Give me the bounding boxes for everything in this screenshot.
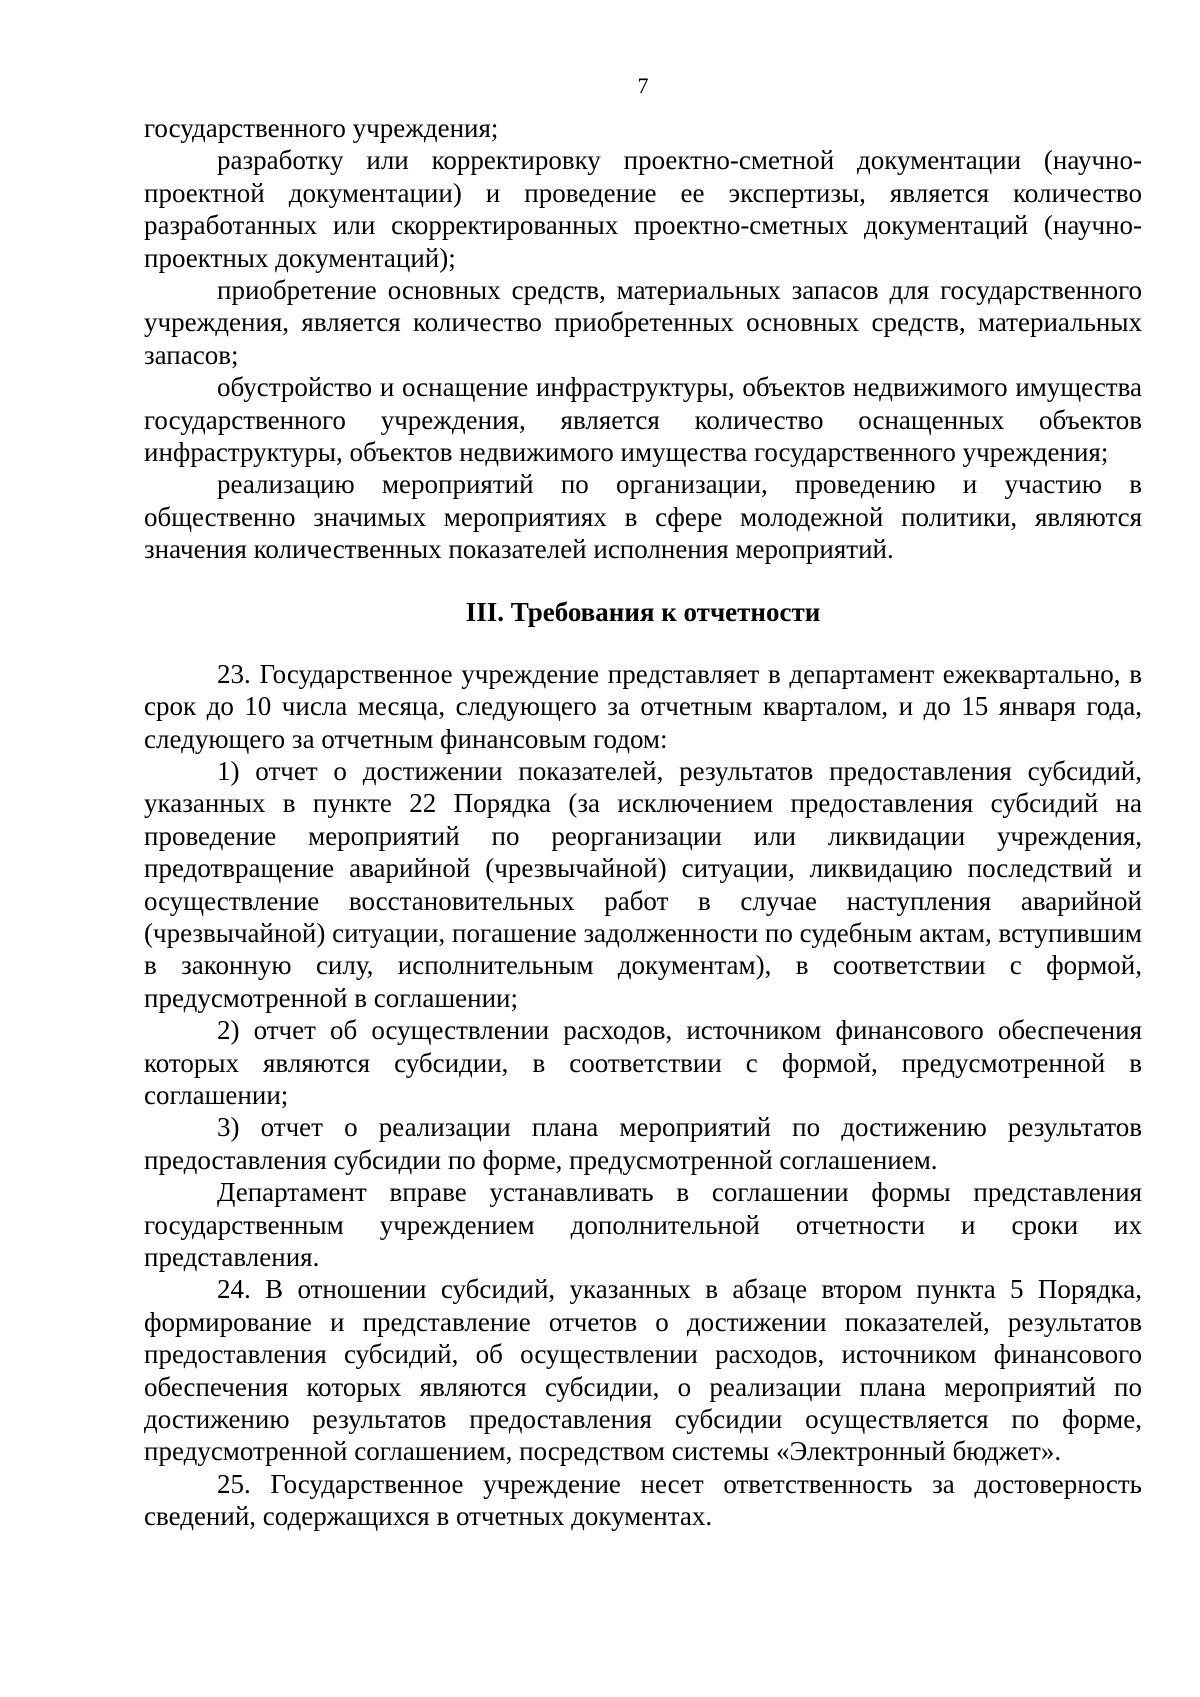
paragraph-design-documentation: разработку или корректировку проектно-сметной документации (научно-проектной документации) и проведение ее экспертизы, является количество разработанных или скорректированных проектно-сметных документаций (научно-проектных документаций);: [144, 145, 1142, 273]
paragraph-report-2: 2) отчет об осуществлении расходов, источником финансового обеспечения которых являются субсидии, в соответствии с формой, предусмотренной в соглашении;: [144, 1015, 1142, 1110]
paragraph-youth-policy-events: реализацию мероприятий по организации, проведению и участию в общественно значимых мероприятиях в сфере молодежной политики, являются значения количественных показателей исполнения мероприятий.: [144, 469, 1142, 565]
document-page: [144, 70, 1142, 1533]
paragraph-additional-reporting: Департамент вправе устанавливать в соглашении формы представления государственным учреждением дополнительной отчетности и сроки их представления.: [144, 1177, 1142, 1272]
paragraph-continuation: государственного учреждения;: [144, 113, 499, 143]
paragraph-fixed-assets: приобретение основных средств, материальных запасов для государственного учреждения, является количество приобретенных основных средств, материальных запасов;: [144, 275, 1142, 370]
section-heading: III. Требования к отчетности: [465, 596, 821, 627]
paragraph-clause-25: 25. Государственное учреждение несет ответственность за достоверность сведений, содержащихся в отчетных документах.: [144, 1468, 1142, 1532]
paragraph-clause-23: 23. Государственное учреждение представляет в департамент ежеквартально, в срок до 10 числа месяца, следующего за отчетным кварталом, и до 15 января года, следующего за отчетным финансовым годом:: [144, 658, 1142, 754]
paragraph-infrastructure: обустройство и оснащение инфраструктуры, объектов недвижимого имущества государственного учреждения, является количество оснащенных объектов инфраструктуры, объектов недвижимого имущества государственного учреждения;: [144, 372, 1142, 468]
paragraph-clause-24: 24. В отношении субсидий, указанных в абзаце втором пункта 5 Порядка, формирование и представление отчетов о достижении показателей, результатов предоставления субсидий, об осуществлении расходов, источником финансового обеспечения которых являются субсидии, о реализации плана мероприятий по достижению результатов предоставления субсидии осуществляется по форме, предусмотренной соглашением, посредством системы «Электронный бюджет».: [144, 1274, 1142, 1467]
paragraph-report-3: 3) отчет о реализации плана мероприятий по достижению результатов предоставления субсидии по форме, предусмотренной соглашением.: [144, 1112, 1142, 1175]
page-number: 7: [637, 73, 649, 98]
paragraph-report-1: 1) отчет о достижении показателей, результатов предоставления субсидий, указанных в пункте 22 Порядка (за исключением предоставления субсидий на проведение мероприятий по реорганизации или ликвидации учреждения, предотвращение аварийной (чрезвычайной) ситуации, ликвидацию последствий и осуществление восстановительных работ в случае наступления аварийной (чрезвычайной) ситуации, погашение задолженности по судебным актам, вступившим в законную силу, исполнительным документам), в соответствии с формой, предусмотренной в соглашении;: [144, 755, 1142, 1013]
